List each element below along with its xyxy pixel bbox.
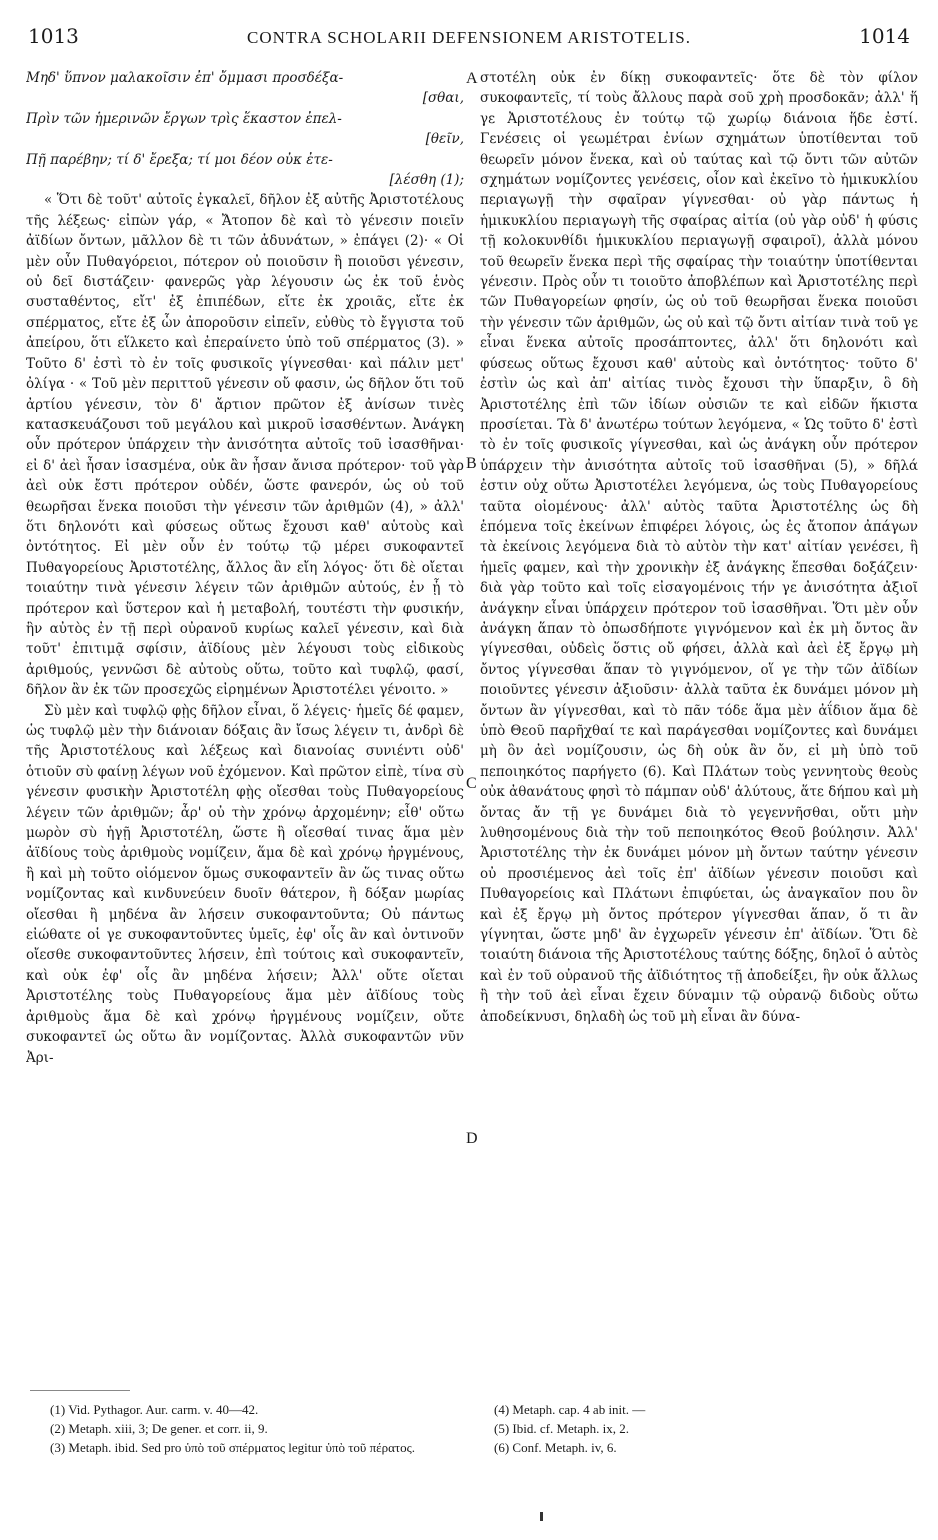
verse-tail-1: [σθαι, xyxy=(422,90,464,107)
right-column xyxy=(480,68,918,1378)
left-column xyxy=(26,68,464,1378)
footnote-2: (2) Metaph. xiii, 3; De gener. et corr. ii, 9. xyxy=(50,1421,268,1436)
running-title: CONTRA SCHOLARII DEFENSIONEM ARISTOTELIS. xyxy=(247,28,691,47)
verse-tail-2: [θεῖν, xyxy=(425,131,464,148)
verse-text-1: Μηδ' ὕπνον μαλακοῖσιν ἐπ' ὄμμασι προσδέξα- xyxy=(26,70,344,86)
left-paragraph-2: Σὺ μὲν καὶ τυφλῷ φῂς δῆλον εἶναι, ὅ λέγεις· ἡμεῖς δέ φαμεν, ὡς τυφλῷ μὲν τὴν διάνοιαν δόξαις ἂν ἴσως λέγειν τι, ἀνδρὶ δὲ τῆς Ἀριστοτέλους καὶ λέξεως καὶ διανοίας συνιέντι οὐδ' ὁτιοῦν σὺ φαίνῃ λέγων νοῦ ἐχόμενον. Καὶ πρῶτον εἰπὲ, τίνα σὺ γένεσιν φυσικὴν Ἀριστοτέλη φῂς οἴεσθαι τοὺς Πυθαγορείους λέγειν τῶν ἀριθμῶν; ἆρ' οὐ τὴν χρόνῳ ἀρχομένην; εἶθ' οὕτω μωρὸν σὺ ἡγῇ Ἀριστοτέλη, ὥστε ἢ οἴεσθαί τινας ἅμα μὲν ἀϊδίους τοὺς ἀριθμοὺς νομίζειν, ἅμα δὲ καὶ χρόνῳ ἠργμένους, ἢ καὶ μὴ τοῦτο οἰόμενον ὅμως συκοφαντεῖν ἂν ὥς τινας οὕτω νομίζοντας καὶ κινδυνεύειν δυοῖν θάτερον, ἢ δόξαν μωρίας οἴεσθαι ἢ μηδένα ἂν λήσειν συκοφαντοῦντα; Οὐ πάντως εἰώθατε οἱ γε συκοφαντοῦντες ὑμεῖς, ἐφ' οἷς ἂν καὶ ὀντινοῦν οἴεσθε συκοφαντοῦντες λήσειν, ἐπὶ τούτοις καὶ συκοφαντεῖν, καὶ οὐκ ἐφ' οἷς ἂν μηδένα λήσειν; Ἀλλ' οὔτε οἴεται Ἀριστοτέλης τοὺς Πυθαγορείους ἅμα μὲν ἀϊδίους τοὺς ἀριθμοὺς ἅμα δὲ καὶ χρόνῳ ἠργμένους νομίζειν, οὔτε συκοφαντεῖ ὡς οὕτω ἂν νομίζοντας. Ἀλλὰ συκοφαντῶν νῦν Ἀρι- xyxy=(26,702,464,1066)
footnote-5: (5) Ibid. cf. Metaph. ix, 2. xyxy=(494,1421,630,1436)
verse-text-3: Πῇ παρέβην; τί δ' ἔρεξα; τί μοι δέον οὐκ ἐτε- xyxy=(26,151,333,168)
footnote-1: (1) Vid. Pythagor. Aur. carm. v. 40—42. xyxy=(50,1402,259,1417)
running-head xyxy=(18,24,920,64)
verse-line-3 xyxy=(26,150,464,191)
footnote-6: (6) Conf. Metaph. iv, 6. xyxy=(494,1440,617,1455)
footnote-4: (4) Metaph. cap. 4 ab init. — xyxy=(494,1402,646,1417)
margin-marker-b: B xyxy=(466,455,477,472)
right-paragraph-1: στοτέλη οὐκ ἐν δίκῃ συκοφαντεῖς· ὅτε δὲ τὸν φίλον συκοφαντεῖς, τί τοὺς ἄλλους παρὰ σοῦ χρὴ προσδοκᾶν; ἀλλ' ἥ γε Ἀριστοτέλους ἐν τούτῳ τῷ χωρίῳ διάνοια ἥδε ἐστί. Γενέσεις οἱ γεωμέτραι ἐνίων σχημάτων ὑποτίθενται τοῦ θεωρεῖν μόνον ἕνεκα, καὶ οὐ ταύτας καὶ τῷ ὄντι τῶν αὐτῶν σχημάτων νομίζοντες γενέσεις, οἷον καὶ ἐκεῖνο τὸ ἡμικυκλίου περιαγωγῇ τὴν σφαῖραν γίγνεσθαι· οὐ γὰρ πάντως ἡ ἡμικυκλίου περιαγωγὴ τῆς σφαίρας αἰτία (οὐ γὰρ οὐδ' ἡ φύσις τῇ κολοκυνθίδι ἡμικυκλίου περιαγωγῇ σφαιροῖ), ἀλλὰ μόνου τοῦ θεωρεῖν ἕνεκα περὶ τῆς σφαίρας τὴν τοιαύτην ὑποτίθενται γένεσιν. Πρὸς οὖν τι τοιοῦτο ἀποβλέπων καὶ Ἀριστοτέλης περὶ τῶν Πυθαγορείων φησίν, ὡς οὐ τοῦ θεωρῆσαι ἕνεκα ποιοῦσι τὴν γένεσιν τῶν ἀριθμῶν, ὡς οὐ καὶ τῷ ὄντι αἰτίαν τινὰ τοῦ γε εἶναι ἕνεκα αὐτοῖς προσάπτοντες, ἀλλ' ὅτι δηλονότι καὶ φύσεως οὕτως ἔχουσι καθ' αὑτοὺς καὶ ὀντότητος· τοῦτο δ' ἐστὶν ὡς καὶ ἀπ' αἰτίας τινὸς ἔχουσι τὴν ὕπαρξιν, ὃ δὴ Ἀριστοτέλης ἐπὶ τῶν ἰδίων οὐσιῶν τε καὶ εἰδῶν ἥκιστα προσίεται. Τὰ δ' ἀνωτέρω τούτων λεγόμενα, « Ὡς τοῦτο δ' ἐστὶ τὸ ἐν τοῖς φυσικοῖς γίγνεσθαι, καὶ ὡς ἀνάγκη οὖν πρότερον ὑπάρχειν τὴν ἀνισότητα αὐτοῖς τοῦ ἰσασθῆναι (5), » δῆλά ἐστιν οὐχ οὕτω Ἀριστοτέλει λεγόμενα, ὡς τοὺς Πυθαγορείους ταῦτα οἰομένους· ἀλλ' αὐτὸς ταῦτα Ἀριστοτέλης ὡς δὴ ἑπόμενα τοῖς ἐκείνων ἐπιφέρει λόγοις, ὡς ἐς ἄτοπον ἀπάγων τὰ ἐκείνοις λεγόμενα διὰ τὸ αὐτὸν τὴν κατ' αἰτίαν γενέσει, ἣ ἡμεῖς φαμεν, καὶ τὴν χρονικὴν ἐξ ἀνάγκης ἕπεσθαι δοξάζειν· διὰ γὰρ τοῦτο καὶ τοῖς εἰσαγομένοις τήν γε ἀνισότητα ἀξιοῖ ἀνάγκην εἶναι ὑπάρχειν πρότερον τοῦ ἰσασθῆναι. Ὅτι μὲν οὖν ἀνάγκη ἅπαν τὸ ὁπωσδήποτε γιγνόμενον καὶ ἐκ μὴ ὄντος ἂν γίγνεσθαι, οὐδεὶς ὅστις οὔ φήσει, ἀλλὰ καὶ ἀεὶ ἐξ ἔργῳ μὴ ὄντος γίγνεσθαι ἅπαν τὸ γιγνόμενον, οἵ γε τὴν τῶν ἀϊδίων ποιοῦντες γένεσιν ἀξιοῦσιν· ἀλλὰ ταῦτα ἐκ δυνάμει μόνον μὴ ὄντων ἂν γίγνεσθαι, καὶ τὸ πᾶν τόδε ἅμα μὲν ἀΐδιον ἅμα δὲ ὑπὸ Θεοῦ παρῆχθαί τε καὶ παράγεσθαι νομίζοντες καὶ δυνάμει μὴ ὂν ἀεὶ νομίζουσιν, ὡς δὴ οὐκ ἂν ὄν, εἰ μὴ ὑπὸ τοῦ πεποιηκότος παρήγετο (6). Καὶ Πλάτων τοὺς γεννητοὺς θεοὺς οὐκ ἀθανάτους φησὶ τὸ πάμπαν οὐδ' ἀλύτους, ἅτε δήπου καὶ μὴ ὄντας ἄν τῇ γε δυνάμει διὰ τὸ γεγεννῆσθαι, οὔτι μὴν λυθησομένους διὰ τὴν τοῦ πεποιηκότος Θεοῦ βούλησιν. Ἀλλ' Ἀριστοτέλης τὴν ἐκ δυνάμει μόνον μὴ ὄντων ταύτην γένεσιν οὐ προσιέμενος ἀεὶ τοῖς ἐπ' ἀϊδίων γένεσιν ποιοῦσι καὶ Πυθαγορείοις καὶ Πλάτωνι ἐπιφύεται, ὡς ἀναγκαῖον που ὂν καὶ ἐξ ἔργῳ μὴ ὄντος πρότερον γίγνεσθαι ἅπαν, ὅ τι ἂν γίγνηται, ὥστε μηδ' ἂν ἐγχωρεῖν γένεσιν ἐπ' ἀϊδίων. Ὅτι δὲ τοιαύτη διάνοια τῆς Ἀριστοτέλους ταύτης δόξης, δηλοῖ ὁ αὐτὸς καὶ ἐν τοῦ οὐρανοῦ τῆς ἀϊδιότητος τῇ ἀποδείξει, ἣν οὐκ ἄλλως ἢ τὴν τοῦ ἀεὶ εἶναι ἔχειν δύναμιν τῷ οὐρανῷ διδοὺς οὕτω ἀποδείκνυσι, δηλαδὴ ὡς τοῦ μὴ εἶναι ἂν δύνα- xyxy=(480,70,918,1025)
margin-marker-a: A xyxy=(466,70,478,87)
verse-text-2: Πρὶν τῶν ἡμερινῶν ἔργων τρὶς ἕκαστον ἐπελ- xyxy=(26,110,342,127)
verse-tail-3: [λέσθη (1); xyxy=(389,172,464,189)
footnote-rule xyxy=(30,1390,130,1391)
verse-line-2 xyxy=(26,109,464,150)
left-paragraph-1: « Ὅτι δὲ τοῦτ' αὐτοῖς ἐγκαλεῖ, δῆλον ἐξ αὐτῆς Ἀριστοτέλους τῆς λέξεως· εἰπὼν γάρ, « Ἄτοπον δὲ καὶ τὸ γένεσιν ποιεῖν ἀϊδίων ὄντων, μᾶλλον δὲ τι τῶν ἀδυνάτων, » ἐπάγει (2)· « Οἱ μὲν οὖν Πυθαγόρειοι, πότερον οὐ ποιοῦσιν ἢ ποιοῦσι γένεσιν, οὐ δεῖ διστάζειν· φανερῶς γὰρ λέγουσιν ὡς ἐκ τοῦ ἑνὸς συσταθέντος, εἴτ' ἐξ ἐπιπέδων, εἴτε ἐκ χροιᾶς, εἴτε ἐκ σπέρματος, εἴτε ἐξ ὧν ἀποροῦσιν εἰπεῖν, εὐθὺς τὸ ἔγγιστα τοῦ ἀπείρου, ὅτι εἵλκετο καὶ ἐπεραίνετο ὑπὸ τοῦ σπέρματος (3). » Τοῦτο δ' ἐστὶ τὸ ἐν τοῖς φυσικοῖς γίγνεσθαι· καὶ πάλιν μετ' ὀλίγα · « Τοῦ μὲν περιττοῦ γένεσιν οὔ φασιν, ὡς δῆλον ὅτι τοῦ ἀρτίου γένεσιν, τὸν δ' ἄρτιον πρῶτον ἐξ ἀνίσων τινὲς κατασκευάζουσι τοῦ μεγάλου καὶ μικροῦ ἰσασθέντων. Ἀνάγκη οὖν πρότερον ὑπάρχειν τὴν ἀνισότητα αὐτοῖς τοῦ ἰσασθῆναι· εἰ δ' ἀεὶ ἦσαν ἰσασμένα, οὐκ ἂν ἦσαν ἄνισα πρότερον· τοῦ γὰρ ἀεὶ οὐκ ἔστι πρότερον οὐδέν, ὥστε φανερόν, ὡς οὐ τοῦ θεωρῆσαι ἕνεκα ποιοῦσι τὴν γένεσιν τῶν ἀριθμῶν (4), » ἀλλ' ὅτι δηλονότι καὶ φύσεως οὕτως ἔχουσι καθ' αὑτοὺς καὶ ὀντότητος. Εἰ μὲν οὖν ἐν τούτῳ τῷ μέρει συκοφαντεῖ Πυθαγορείους Ἀριστοτέλης, ἄλλος ἂν εἴη λόγος· ὅτι δὲ οἴεται τοιαύτην τινὰ γένεσιν λέγειν τῶν ἀριθμῶν αὐτούς, ἐν ᾗ τὸ πρότερον καὶ ὕστερον καὶ ἡ μεταβολή, τουτέστι τὴν φυσικήν, ἣν αὐτὸς ἐν τῇ περὶ οὐρανοῦ κυρίως καλεῖ γένεσιν, καὶ διὰ τοῦτ' ἐπιτιμᾷ σφίσιν, ἀϊδίους μὲν λέγουσι τοὺς εἰδικοὺς ἀριθμούς, γεννῶσι δὲ αὐτοὺς οὕτω, τοῦτο καὶ τυφλῷ, φασί, δῆλον ἂν ἐκ τῶν προσεχῶς εἰρημένων Ἀριστοτέλει γένοιτο. » xyxy=(26,192,464,699)
page-number-left: 1013 xyxy=(28,24,79,48)
footnotes-right xyxy=(494,1400,914,1457)
margin-marker-d: D xyxy=(466,1130,478,1147)
footnotes-left xyxy=(50,1400,470,1457)
print-mark xyxy=(540,1512,543,1521)
margin-marker-c: C xyxy=(466,775,477,792)
footnote-3: (3) Metaph. ibid. Sed pro ὑπὸ τοῦ σπέρματος legitur ὑπὸ τοῦ πέρατος. xyxy=(50,1440,416,1455)
verse-line-1 xyxy=(26,68,464,109)
page-number-right: 1014 xyxy=(859,24,910,48)
